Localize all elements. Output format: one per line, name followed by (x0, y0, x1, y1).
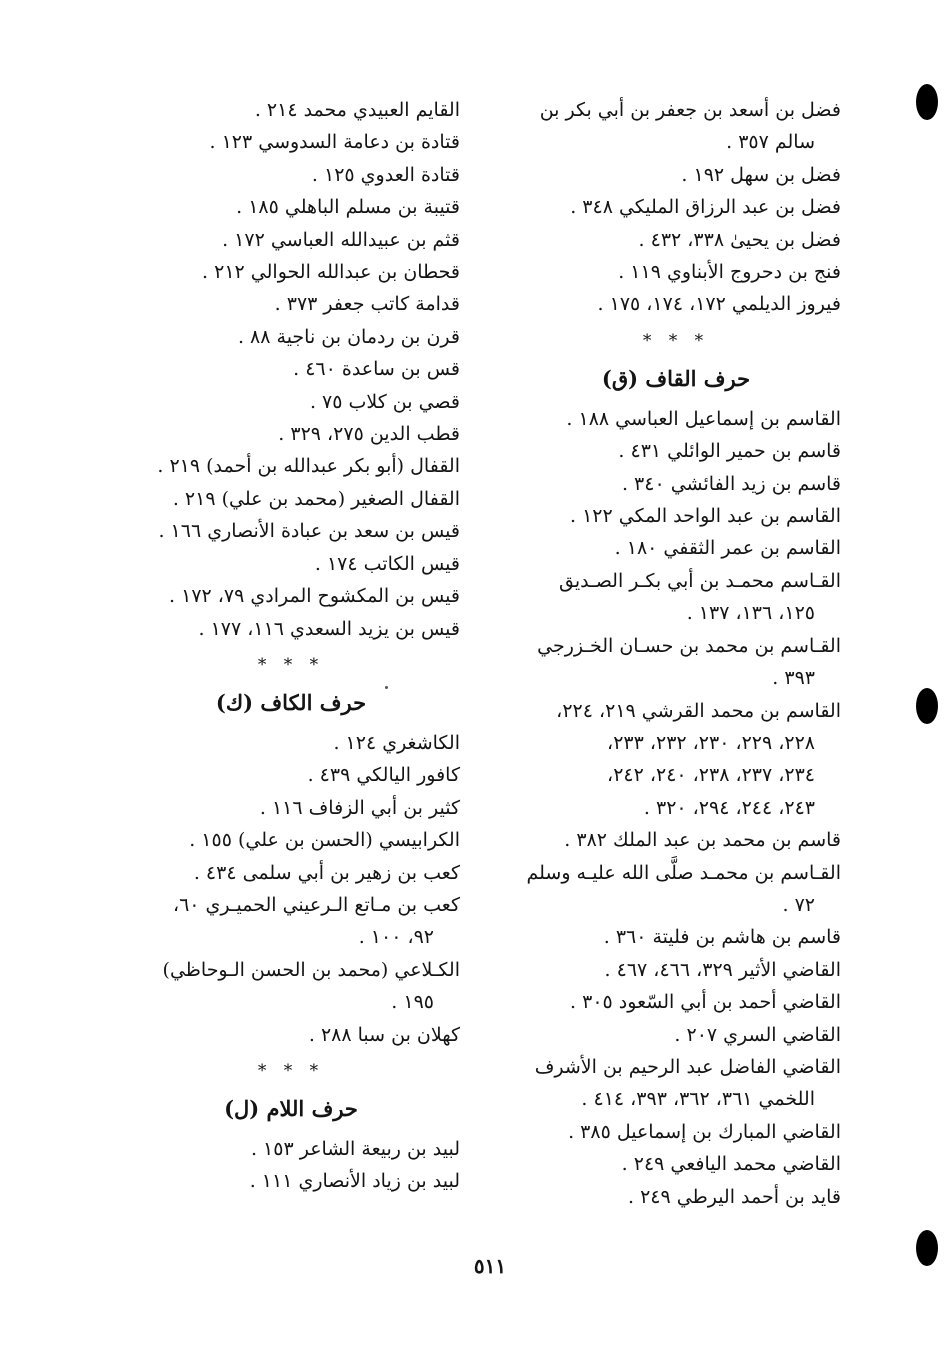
right-column (511, 94, 841, 1213)
entry-text: القايم العبيدي محمد ٢١٤ . (254, 99, 460, 121)
index-entry (511, 224, 841, 256)
entry-text: القفال (أبو بكر عبدالله بن أحمد) ٢١٩ . (157, 455, 460, 478)
index-entry (122, 727, 460, 759)
index-entry (122, 483, 460, 515)
entry-text: كثير بن أبي الزفاف ١١٦ . (259, 796, 460, 819)
qaf-entries (511, 403, 841, 1213)
entry-text: فضل بن يحيىٰ ٣٣٨، ٤٣٢ . (638, 228, 841, 251)
binding-hole-top (916, 84, 938, 120)
index-entry (511, 1148, 841, 1180)
entry-text: قتادة بن دعامة السدوسي ١٢٣ . (209, 131, 460, 154)
index-entry (122, 824, 460, 856)
entry-text: القـاسم بن محمـد صلَّى الله عليـه وسلم (526, 861, 841, 884)
entry-text: فضل بن سهل ١٩٢ . (681, 163, 841, 186)
index-entry (511, 857, 841, 922)
entry-text: قدامة كاتب جعفر ٣٧٣ . (274, 293, 460, 316)
index-entry (511, 921, 841, 953)
index-entry (122, 224, 460, 256)
entry-text: قتيبة بن مسلم الباهلي ١٨٥ . (236, 196, 460, 219)
index-entry (122, 386, 460, 418)
index-entry (511, 403, 841, 435)
index-entry (511, 695, 841, 760)
entry-text: قس بن ساعدة ٤٦٠ . (293, 358, 460, 381)
index-entry (122, 126, 460, 158)
entry-text: لبيد بن زياد الأنصاري ١١١ . (249, 1170, 460, 1193)
entry-text: القاضي الأثير ٣٢٩، ٤٦٦، ٤٦٧ . (604, 958, 841, 981)
entry-text: الكـلاعي (محمد بن الحسن الـوحاظي) (162, 958, 460, 981)
index-entry (511, 1019, 841, 1051)
index-entry (511, 954, 841, 986)
entry-continuation: ٢٢٨، ٢٢٩، ٢٣٠، ٢٣٢، ٢٣٣، (607, 731, 815, 754)
index-entry (511, 159, 841, 191)
index-entry (122, 288, 460, 320)
entry-continuation: ٢٤٣، ٢٤٤، ٢٩٤، ٣٢٠ . (643, 796, 815, 819)
entry-text: القاسم بن عبد الواحد المكي ١٢٢ . (569, 505, 841, 528)
entry-text: قيس بن سعد بن عبادة الأنصاري ١٦٦ . (158, 520, 460, 543)
heading-kaf: حرف الكاف (ك) (215, 689, 367, 715)
index-entry (511, 532, 841, 564)
entry-text: قحطان بن عبدالله الحوالي ٢١٢ . (202, 261, 460, 284)
index-entry (122, 548, 460, 580)
entry-text: فضل بن عبد الرزاق المليكي ٣٤٨ . (570, 196, 841, 219)
entry-text: القفال الصغير (محمد بن علي) ٢١٩ . (172, 487, 460, 510)
binding-hole-middle (916, 688, 938, 724)
entry-text: قيس بن المكشوح المرادي ٧٩، ١٧٢ . (169, 585, 460, 608)
entry-continuation: اللخمي ٣٦١، ٣٦٢، ٣٩٣، ٤١٤ . (581, 1088, 815, 1111)
entry-continuation: ٩٢، ١٠٠ . (358, 926, 434, 949)
index-entry (122, 418, 460, 450)
entry-text: القاسم بن إسماعيل العباسي ١٨٨ . (566, 407, 841, 430)
entry-text: الكرابيسي (الحسن بن علي) ١٥٥ . (189, 829, 460, 852)
index-entry (511, 759, 841, 791)
index-entry (122, 889, 460, 954)
entry-text: قيس الكاتب ١٧٤ . (314, 552, 460, 575)
index-entry (122, 580, 460, 612)
entry-text: القاضي السري ٢٠٧ . (674, 1023, 841, 1046)
binding-hole-bottom (916, 1230, 938, 1266)
heading-lam: حرف اللام (ل) (224, 1095, 358, 1121)
heading-qaf: حرف القاف (ق) (601, 365, 751, 391)
entry-text: القاضي محمد اليافعي ٢٤٩ . (621, 1153, 841, 1176)
index-entry (511, 1116, 841, 1148)
index-entry (122, 857, 460, 889)
index-entry (122, 94, 460, 126)
index-entry (122, 191, 460, 223)
index-entry (511, 94, 841, 159)
entry-text: كافور اليالكي ٤٣٩ . (307, 764, 460, 787)
entry-text: قاسم بن زيد الفائشي ٣٤٠ . (621, 472, 841, 495)
entry-text: قصي بن كلاب ٧٥ . (309, 390, 460, 413)
index-entry (122, 1165, 460, 1197)
index-entry (122, 256, 460, 288)
lam-entries (122, 1133, 460, 1198)
entry-text: لبيد بن ربيعة الشاعر ١٥٣ . (250, 1137, 460, 1160)
index-entry (511, 468, 841, 500)
entry-text: قاسم بن هاشم بن فليتة ٣٦٠ . (603, 926, 841, 949)
section-separator: * * * (642, 330, 710, 351)
section-separator: * * * (257, 1060, 325, 1081)
entry-text: الكاشغري ١٢٤ . (333, 731, 460, 754)
entry-text: القاضي أحمد بن أبي السّعود ٣٠٥ . (570, 991, 841, 1014)
fa-entries (511, 94, 841, 321)
entry-continuation: ٢٣٤، ٢٣٧، ٢٣٨، ٢٤٠، ٢٤٢، (607, 764, 815, 787)
entry-continuation: ١٢٥، ١٣٦، ١٣٧ . (686, 602, 815, 625)
entry-continuation: سالم ٣٥٧ . (726, 131, 815, 154)
index-entry (122, 450, 460, 482)
index-entry (122, 159, 460, 191)
index-entry (122, 792, 460, 824)
entry-continuation: ١٩٥ . (391, 991, 434, 1014)
entry-text: فضل بن أسعد بن جعفر بن أبي بكر بن (539, 99, 841, 121)
index-entry (122, 954, 460, 1019)
entry-text: كعب بن مـاتع الـرعيني الحميـري ٦٠، (172, 893, 460, 916)
entry-text: قيس بن يزيد السعدي ١١٦، ١٧٧ . (198, 617, 460, 640)
index-entry (511, 792, 841, 824)
page-number: ٥١١ (473, 1254, 507, 1278)
entry-text: قايد بن أحمد اليرطي ٢٤٩ . (628, 1185, 841, 1208)
entry-text: القاسم بن محمد القرشي ٢١٩، ٢٢٤، (556, 699, 841, 722)
index-entry (511, 288, 841, 320)
entry-text: فيروز الديلمي ١٧٢، ١٧٤، ١٧٥ . (597, 293, 841, 316)
entry-text: القاضي الفاضل عبد الرحيم بن الأشرف (534, 1055, 841, 1078)
index-entry (122, 613, 460, 645)
entry-continuation: ٧٢ . (782, 893, 815, 916)
index-entry (511, 500, 841, 532)
kaf-entries (122, 727, 460, 1051)
index-entry (122, 1019, 460, 1051)
entry-text: قاسم بن محمد بن عبد الملك ٣٨٢ . (564, 829, 841, 852)
index-entry (122, 759, 460, 791)
entry-text: قاسم بن حمير الوائلي ٤٣١ . (618, 440, 841, 463)
left-column (122, 94, 460, 1198)
entry-text: قتادة العدوي ١٢٥ . (311, 163, 460, 186)
qaf-entries-continued (122, 94, 460, 645)
index-entry (511, 1051, 841, 1116)
entry-text: القـاسم بن محمد بن حسـان الخـزرجي (537, 634, 841, 657)
index-entry (511, 1181, 841, 1213)
index-entry (122, 1133, 460, 1165)
entry-text: القاضي المبارك بن إسماعيل ٣٨٥ . (568, 1120, 841, 1143)
index-entry (122, 515, 460, 547)
index-entry (122, 353, 460, 385)
entry-text: كهلان بن سبا ٢٨٨ . (308, 1023, 460, 1046)
entry-text: القـاسم محمـد بن أبي بكـر الصـديق (559, 569, 841, 592)
index-entry (511, 435, 841, 467)
entry-text: كعب بن زهير بن أبي سلمى ٤٣٤ . (193, 861, 460, 884)
index-entry (511, 191, 841, 223)
index-entry (511, 824, 841, 856)
entry-text: فنج بن دحروج الأبناوي ١١٩ . (618, 261, 841, 284)
entry-text: قثم بن عبيدالله العباسي ١٧٢ . (222, 228, 460, 251)
section-separator: * * * (257, 654, 325, 675)
entry-text: القاسم بن عمر الثقفي ١٨٠ . (614, 537, 841, 560)
entry-text: قرن بن ردمان بن ناجية ٨٨ . (237, 325, 460, 348)
index-entry (511, 256, 841, 288)
index-entry (511, 630, 841, 695)
entry-continuation: ٣٩٣ . (772, 667, 815, 690)
index-entry (511, 986, 841, 1018)
entry-text: قطب الدين ٢٧٥، ٣٢٩ . (278, 423, 460, 446)
index-entry (122, 321, 460, 353)
index-entry (511, 565, 841, 630)
